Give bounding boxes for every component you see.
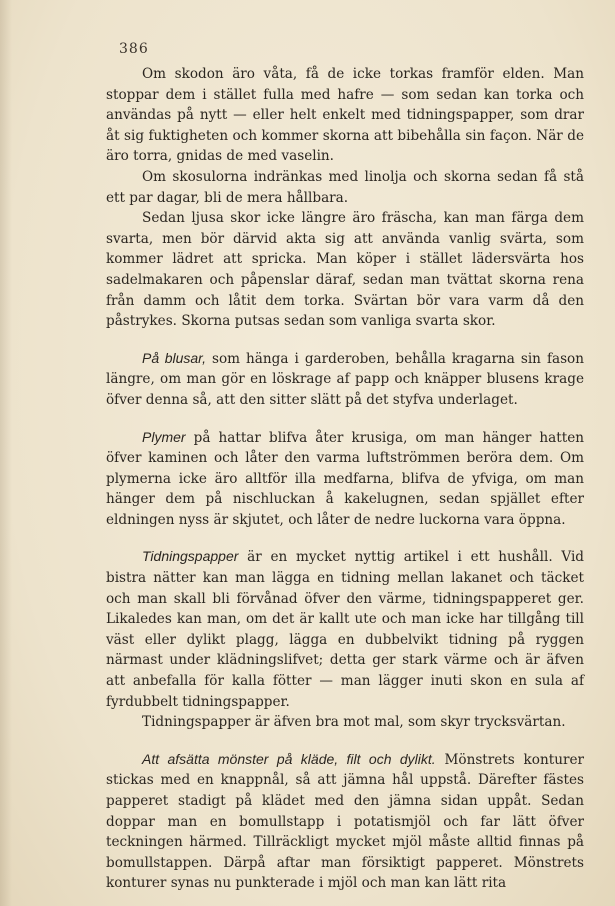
paragraph-newspaper: [106, 546, 584, 712]
paragraph-dyeing-shoes: [106, 208, 584, 332]
paragraph-blouses: [106, 348, 584, 411]
page-edge-shadow: [0, 0, 12, 906]
paragraph-text: Tidningspapper är äfven bra mot mal, som skyr trycksvärtan.: [142, 714, 566, 731]
paragraph-heading: Att afsätta mönster på kläde, filt och dylikt.: [142, 750, 436, 767]
paragraph-text: som hänga i garderoben, behålla kragarna sin fason längre, om man gör en löskrage af papp och knäpper blusens krage öfver denna så, att den sitter slätt på det styfva underlaget.: [106, 350, 584, 408]
paragraph-moths: [106, 712, 584, 733]
paragraph-text: på hattar blifva åter krusiga, om man hänger hatten öfver kaminen och låter den varma luftströmmen beröra dem. Om plymerna icke äro alltför illa medfarna, blifva de yfviga, om man hänger dem på nischluckan å kakelugnen, sedan spjället efter eldningen nyss är skjutet, och låter de nedre luckorna vara öppna.: [106, 429, 584, 528]
paragraph-heading: Tidningspapper: [142, 548, 239, 565]
paragraph-wet-shoes: [106, 64, 584, 167]
paragraph-text: Om skosulorna indränkas med linolja och skorna sedan få stå ett par dagar, bli de mera hållbara.: [106, 168, 584, 206]
paragraph-plumes: [106, 427, 584, 531]
page-text: [106, 64, 584, 894]
paragraph-heading: På blusar,: [142, 349, 206, 366]
page-number: 386: [119, 41, 149, 57]
paragraph-patterns: [106, 749, 584, 894]
paragraph-heading: Plymer: [142, 428, 186, 445]
paragraph-linseed-oil: [106, 167, 584, 208]
paragraph-text: Mönstrets konturer stickas med en knappnål, så att jämna hål uppstå. Därefter fästes papperet stadigt på klädet med den jämna sidan uppåt. Sedan doppar man en bomullstapp i potatismjöl och far lätt öfver teckningen härmed. Tillräckligt mycket mjöl måste alltid finnas på bomullstappen. Därpå aftar man försiktigt papperet. Mönstrets konturer synas nu punkterade i mjöl och man kan lätt rita: [106, 751, 584, 892]
paragraph-text: Sedan ljusa skor icke längre äro fräscha, kan man färga dem svarta, men bör därvid akta sig att använda vanlig svärta, som kommer lädret att spricka. Man köper i stället lädersvärta hos sadelmakaren och påpenslar däraf, sedan man tvättat skorna rena från damm och låtit dem torka. Svärtan bör vara varm då den påstrykes. Skorna putsas sedan som vanliga svarta skor.: [106, 210, 584, 330]
paragraph-text: är en mycket nyttig artikel i ett hushåll. Vid bistra nätter kan man lägga en tidning mellan lakanet och täcket och man skall bli förvånad öfver den värme, tidningspapperet ger. Likaledes kan man, om det är kallt ute och man icke har tillgång till väst eller dylikt plagg, lägga en dubbelvikt tidning på ryggen närmast under klädningslifvet; detta ger stark värme och är äfven att anbefalla för kalla fötter — man lägger inuti skon en sula af fyrdubbelt tidningspapper.: [106, 549, 584, 710]
paragraph-text: Om skodon äro våta, få de icke torkas framför elden. Man stoppar dem i stället fulla med hafre — som sedan kan torka och användas på nytt — eller helt enkelt med tidningspapper, som drar åt sig fuktigheten och kommer skorna att bibehålla sin façon. När de äro torra, gnidas de med vaselin.: [106, 66, 584, 165]
